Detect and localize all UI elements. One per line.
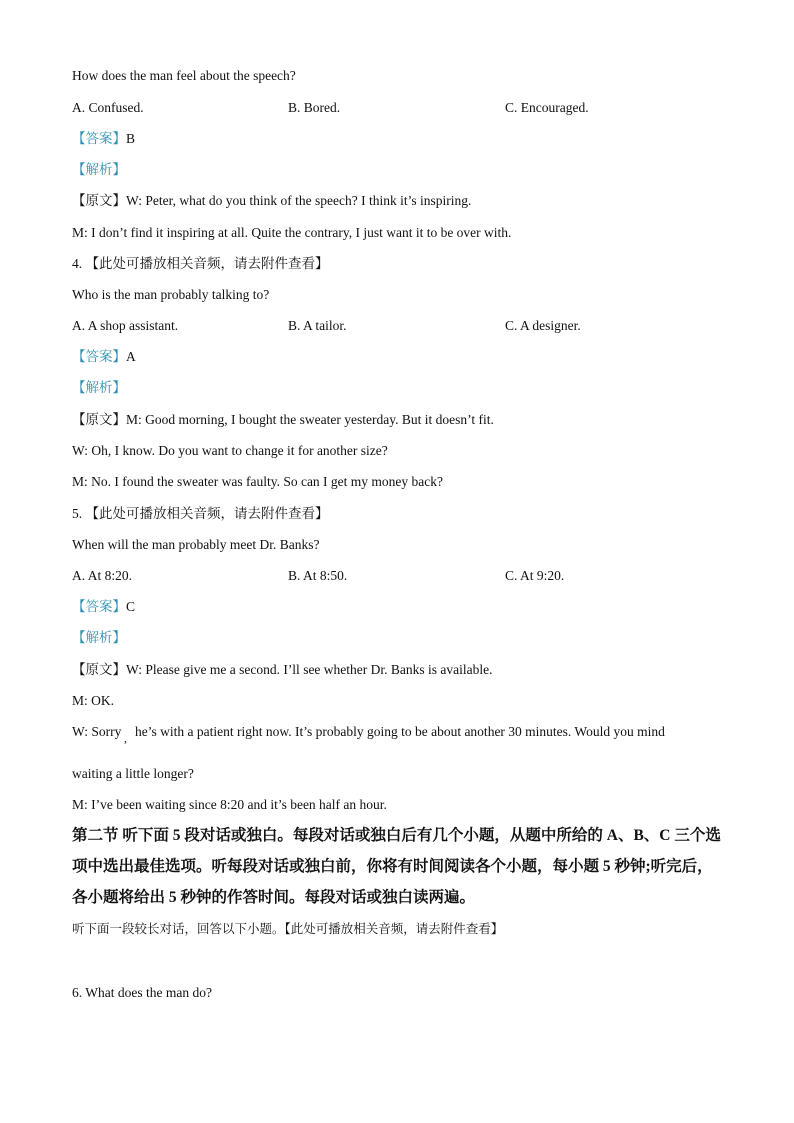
q4-analysis-tag: 【解析】 [72, 380, 126, 395]
q3-transcript-line [72, 192, 471, 210]
q3-option-b: B. Bored. [288, 100, 341, 115]
answer-value: C [126, 599, 136, 614]
transcript-text: W: Peter, what do you think of the speech? I think it’s inspiring. [126, 193, 472, 208]
q3-analysis-tag: 【解析】 [72, 162, 126, 177]
transcript-text: M: Good morning, I bought the sweater yesterday. But it doesn’t fit. [126, 412, 494, 427]
answer-tag: 【答案】 [72, 599, 126, 614]
transcript-text: W: Please give me a second. I’ll see whether Dr. Banks is available. [126, 662, 493, 677]
q4-answer [72, 348, 136, 366]
q3-option-a: A. Confused. [72, 100, 144, 115]
q4-transcript-line [72, 411, 494, 429]
q4-question: Who is the man probably talking to? [72, 287, 270, 302]
original-tag: 【原文】 [72, 193, 126, 208]
q5-option-b: B. At 8:50. [288, 568, 348, 583]
section2-instructions: 第二节 听下面 5 段对话或独白。每段对话或独白后有几个小题，从题中所给的 A、B、C 三个选项中选出最佳选项。听每段对话或独白前，你将有时间阅读各个小题，每小题 5 秒钟;听完后，各小题将给出 5 秒钟的作答时间。每段对话或独白读两遍。 [72, 827, 721, 906]
q5-question: When will the man probably meet Dr. Banks? [72, 537, 320, 552]
q4-option-c: C. A designer. [505, 318, 581, 333]
q5-option-c: C. At 9:20. [505, 568, 565, 583]
q5-answer [72, 598, 135, 616]
q5-transcript-line: M: I’ve been waiting since 8:20 and it’s been half an hour. [72, 797, 387, 812]
original-tag: 【原文】 [72, 412, 126, 427]
q5-transcript-line: W: Sorry [72, 724, 122, 739]
answer-tag: 【答案】 [72, 349, 126, 364]
original-tag: 【原文】 [72, 662, 126, 677]
q3-answer [72, 130, 135, 148]
answer-tag: 【答案】 [72, 131, 126, 146]
q5-transcript-line [72, 661, 493, 679]
q4-option-b: B. A tailor. [288, 318, 347, 333]
answer-value: B [126, 131, 136, 146]
q5-option-a: A. At 8:20. [72, 568, 133, 583]
q5-stray-comma: , [124, 731, 127, 745]
q3-option-c: C. Encouraged. [505, 100, 589, 115]
q5-transcript-line: M: OK. [72, 693, 115, 708]
q5-analysis-tag: 【解析】 [72, 630, 126, 645]
q3-transcript-line: M: I don’t find it inspiring at all. Quite the contrary, I just want it to be over with. [72, 225, 512, 240]
q5-header: 5. 【此处可播放相关音频，请去附件查看】 [72, 506, 329, 521]
q5-transcript-line: waiting a little longer? [72, 766, 194, 781]
q4-option-a: A. A shop assistant. [72, 318, 179, 333]
q6-question: 6. What does the man do? [72, 985, 212, 1000]
q3-question: How does the man feel about the speech? [72, 68, 296, 83]
q4-header: 4. 【此处可播放相关音频，请去附件查看】 [72, 256, 329, 271]
q4-transcript-line: W: Oh, I know. Do you want to change it for another size? [72, 443, 388, 458]
section2-prompt: 听下面一段较长对话，回答以下小题。【此处可播放相关音频，请去附件查看】 [72, 922, 504, 936]
q5-transcript-line: he’s with a patient right now. It’s probably going to be about another 30 minutes. Would you mind [135, 724, 665, 739]
q4-transcript-line: M: No. I found the sweater was faulty. So can I get my money back? [72, 474, 444, 489]
answer-value: A [126, 349, 136, 364]
